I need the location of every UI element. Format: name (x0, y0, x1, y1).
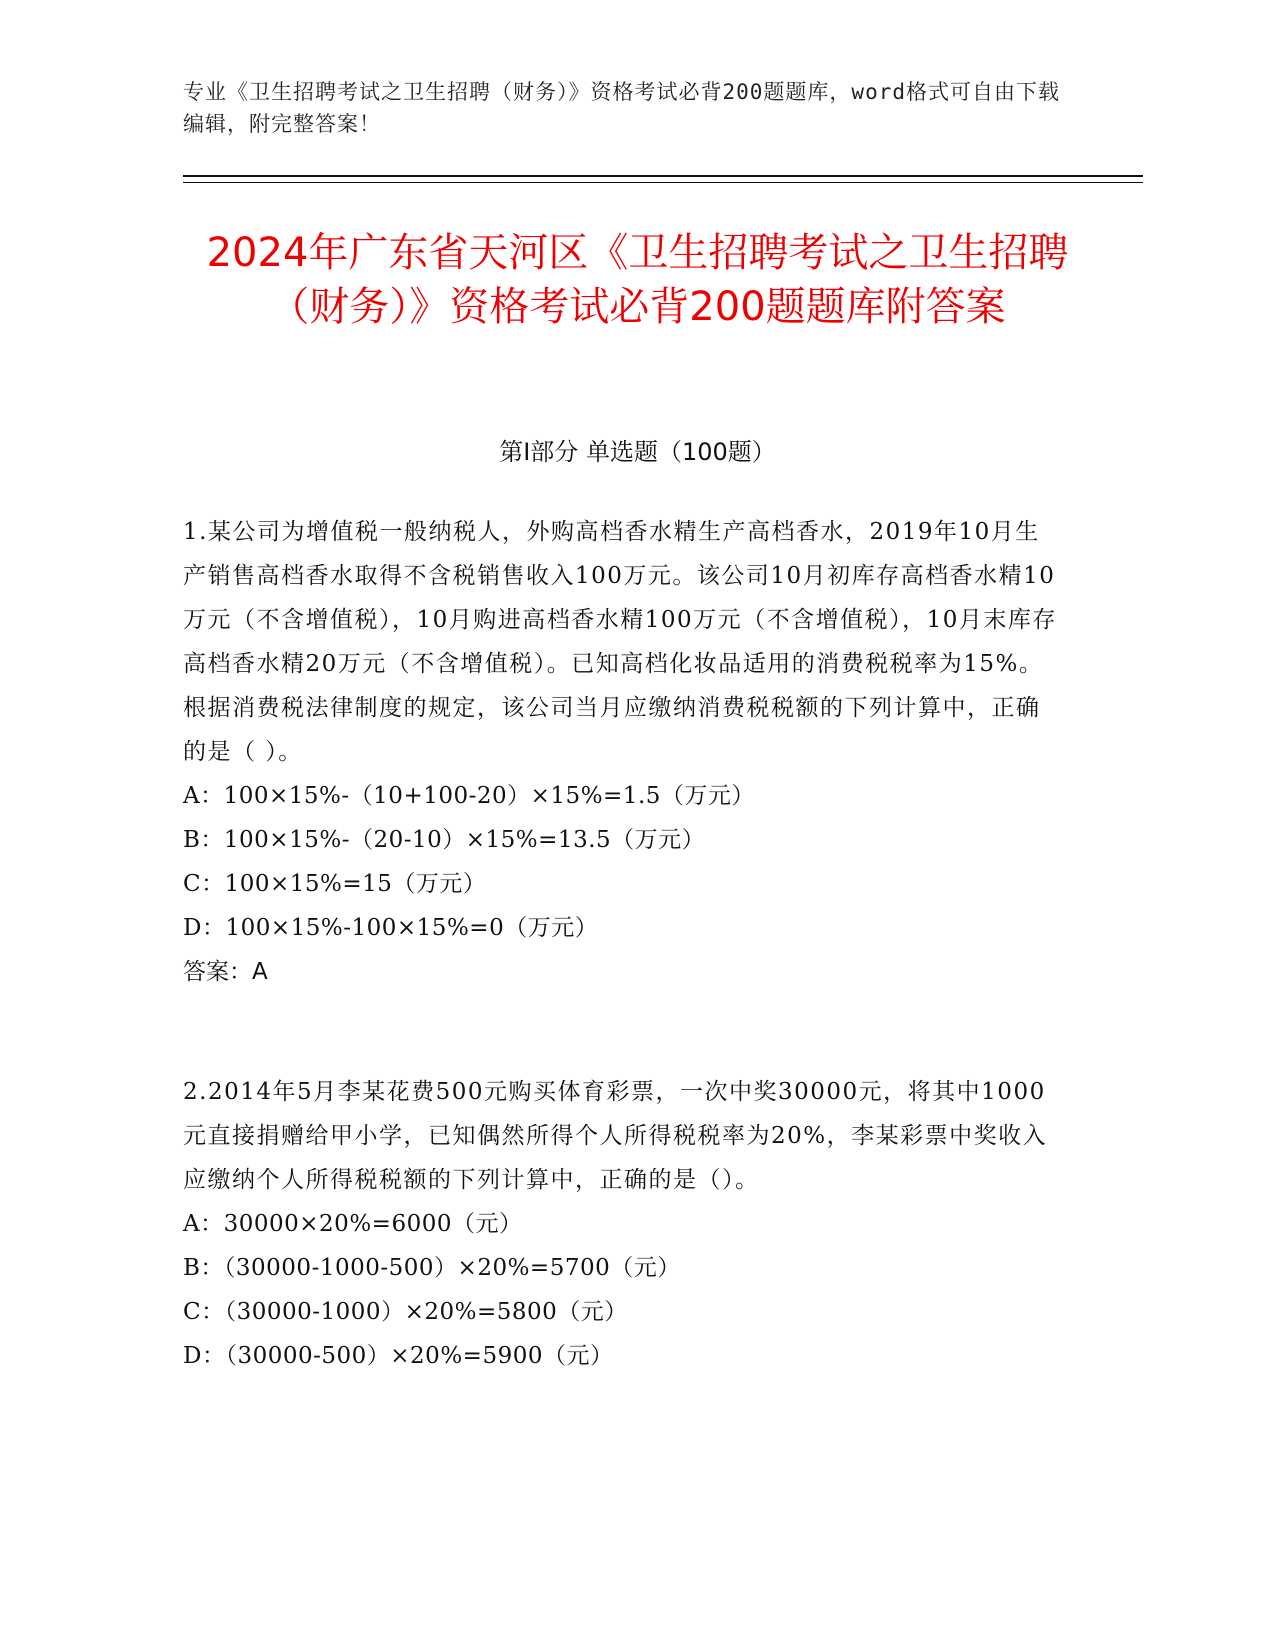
header-divider-thin (183, 182, 1143, 183)
question-stem: 1.某公司为增值税一般纳税人，外购高档香水精生产高档香水，2019年10月生产销售高档香水取得不含税销售收入100万元。该公司10月初库存高档香水精10万元（不含增值税），10月购进高档香水精100万元（不含增值税），10月末库存高档香水精20万元（不含增值税）。已知高档化妆品适用的消费税税率为15%。根据消费税法律制度的规定，该公司当月应缴纳消费税税额的下列计算中，正确的是（ ）。 (183, 519, 1057, 765)
header-divider-thick (183, 175, 1143, 177)
option-a: A：30000×20%=6000（元） (183, 1211, 523, 1237)
answer: 答案：A (183, 959, 268, 985)
header-note: 专业《卫生招聘考试之卫生招聘（财务）》资格考试必背200题题库，word格式可自由下载编辑，附完整答案！ (183, 80, 1060, 136)
section-title: 第Ⅰ部分 单选题（100题） (499, 438, 776, 466)
question-2 (183, 1070, 1063, 1378)
option-b: B：（30000-1000-500）×20%=5700（元） (183, 1255, 681, 1281)
question-stem: 2.2014年5月李某花费500元购买体育彩票，一次中奖30000元，将其中1000元直接捐赠给甲小学，已知偶然所得个人所得税税率为20%，李某彩票中奖收入应缴纳个人所得税税额的下列计算中，正确的是（）。 (183, 1079, 1048, 1193)
option-d: D：100×15%-100×15%=0（万元） (183, 915, 599, 941)
question-1 (183, 510, 1063, 994)
option-b: B：100×15%-（20-10）×15%=13.5（万元） (183, 827, 706, 853)
option-c: C：（30000-1000）×20%=5800（元） (183, 1299, 628, 1325)
option-c: C：100×15%=15（万元） (183, 871, 487, 897)
option-d: D：（30000-500）×20%=5900（元） (183, 1343, 614, 1369)
option-a: A：100×15%-（10+100-20）×15%=1.5（万元） (183, 783, 755, 809)
document-title: 2024年广东省天河区《卫生招聘考试之卫生招聘（财务）》资格考试必背200题题库附答案 (206, 230, 1069, 330)
